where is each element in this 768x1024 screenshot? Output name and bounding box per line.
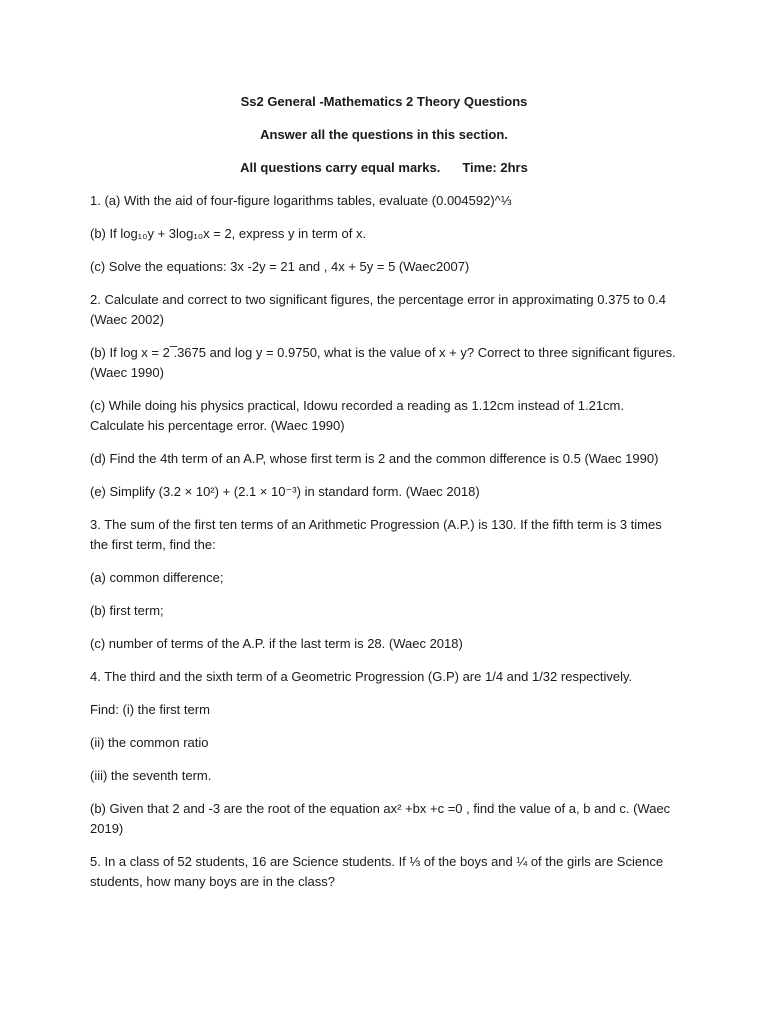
question-3a: (a) common difference; (90, 570, 224, 585)
question-4iii: (iii) the seventh term. (90, 768, 212, 783)
question-1c: (c) Solve the equations: 3x -2y = 21 and , 4x + 5y = 5 (Waec2007) (90, 259, 470, 274)
marks-note: All questions carry equal marks. (240, 160, 441, 175)
question-4: 4. The third and the sixth term of a Geometric Progression (G.P) are 1/4 and 1/32 respectively. (90, 669, 633, 684)
question-4ii: (ii) the common ratio (90, 735, 209, 750)
page-title: Ss2 General -Mathematics 2 Theory Questions (240, 94, 528, 109)
question-4i: Find: (i) the first term (90, 702, 210, 717)
time-note: Time: 2hrs (462, 160, 528, 175)
question-2e: (e) Simplify (3.2 × 10²) + (2.1 × 10⁻³) in standard form. (Waec 2018) (90, 484, 480, 499)
question-2b: (b) If log x = 2 ̅.3675 and log y = 0.9750, what is the value of x + y? Correct to three significant figures. (Waec 1990) (90, 345, 676, 380)
question-3: 3. The sum of the first ten terms of an Arithmetic Progression (A.P.) is 130. If the fifth term is 3 times the first term, find the: (90, 517, 662, 552)
question-2d: (d) Find the 4th term of an A.P, whose first term is 2 and the common difference is 0.5 (Waec 1990) (90, 451, 659, 466)
question-1a: 1. (a) With the aid of four-figure logarithms tables, evaluate (0.004592)^⅓ (90, 193, 512, 208)
questions-section (90, 191, 680, 905)
marks-time-line (0, 159, 768, 177)
question-3c: (c) number of terms of the A.P. if the last term is 28. (Waec 2018) (90, 636, 463, 651)
question-3b: (b) first term; (90, 603, 164, 618)
question-2c: (c) While doing his physics practical, Idowu recorded a reading as 1.12cm instead of 1.21cm. Calculate his percentage error. (Waec 1990) (90, 398, 624, 433)
question-2: 2. Calculate and correct to two significant figures, the percentage error in approximating 0.375 to 0.4 (Waec 2002) (90, 292, 666, 327)
question-4b: (b) Given that 2 and -3 are the root of the equation ax² +bx +c =0 , find the value of a, b and c. (Waec 2019) (90, 801, 671, 836)
question-5: 5. In a class of 52 students, 16 are Science students. If ⅓ of the boys and ¼ of the girls are Science students, how many boys are in the class? (90, 854, 664, 889)
instruction-line: Answer all the questions in this section. (260, 127, 508, 142)
question-1b: (b) If log₁₀y + 3log₁₀x = 2, express y in term of x. (90, 226, 367, 241)
